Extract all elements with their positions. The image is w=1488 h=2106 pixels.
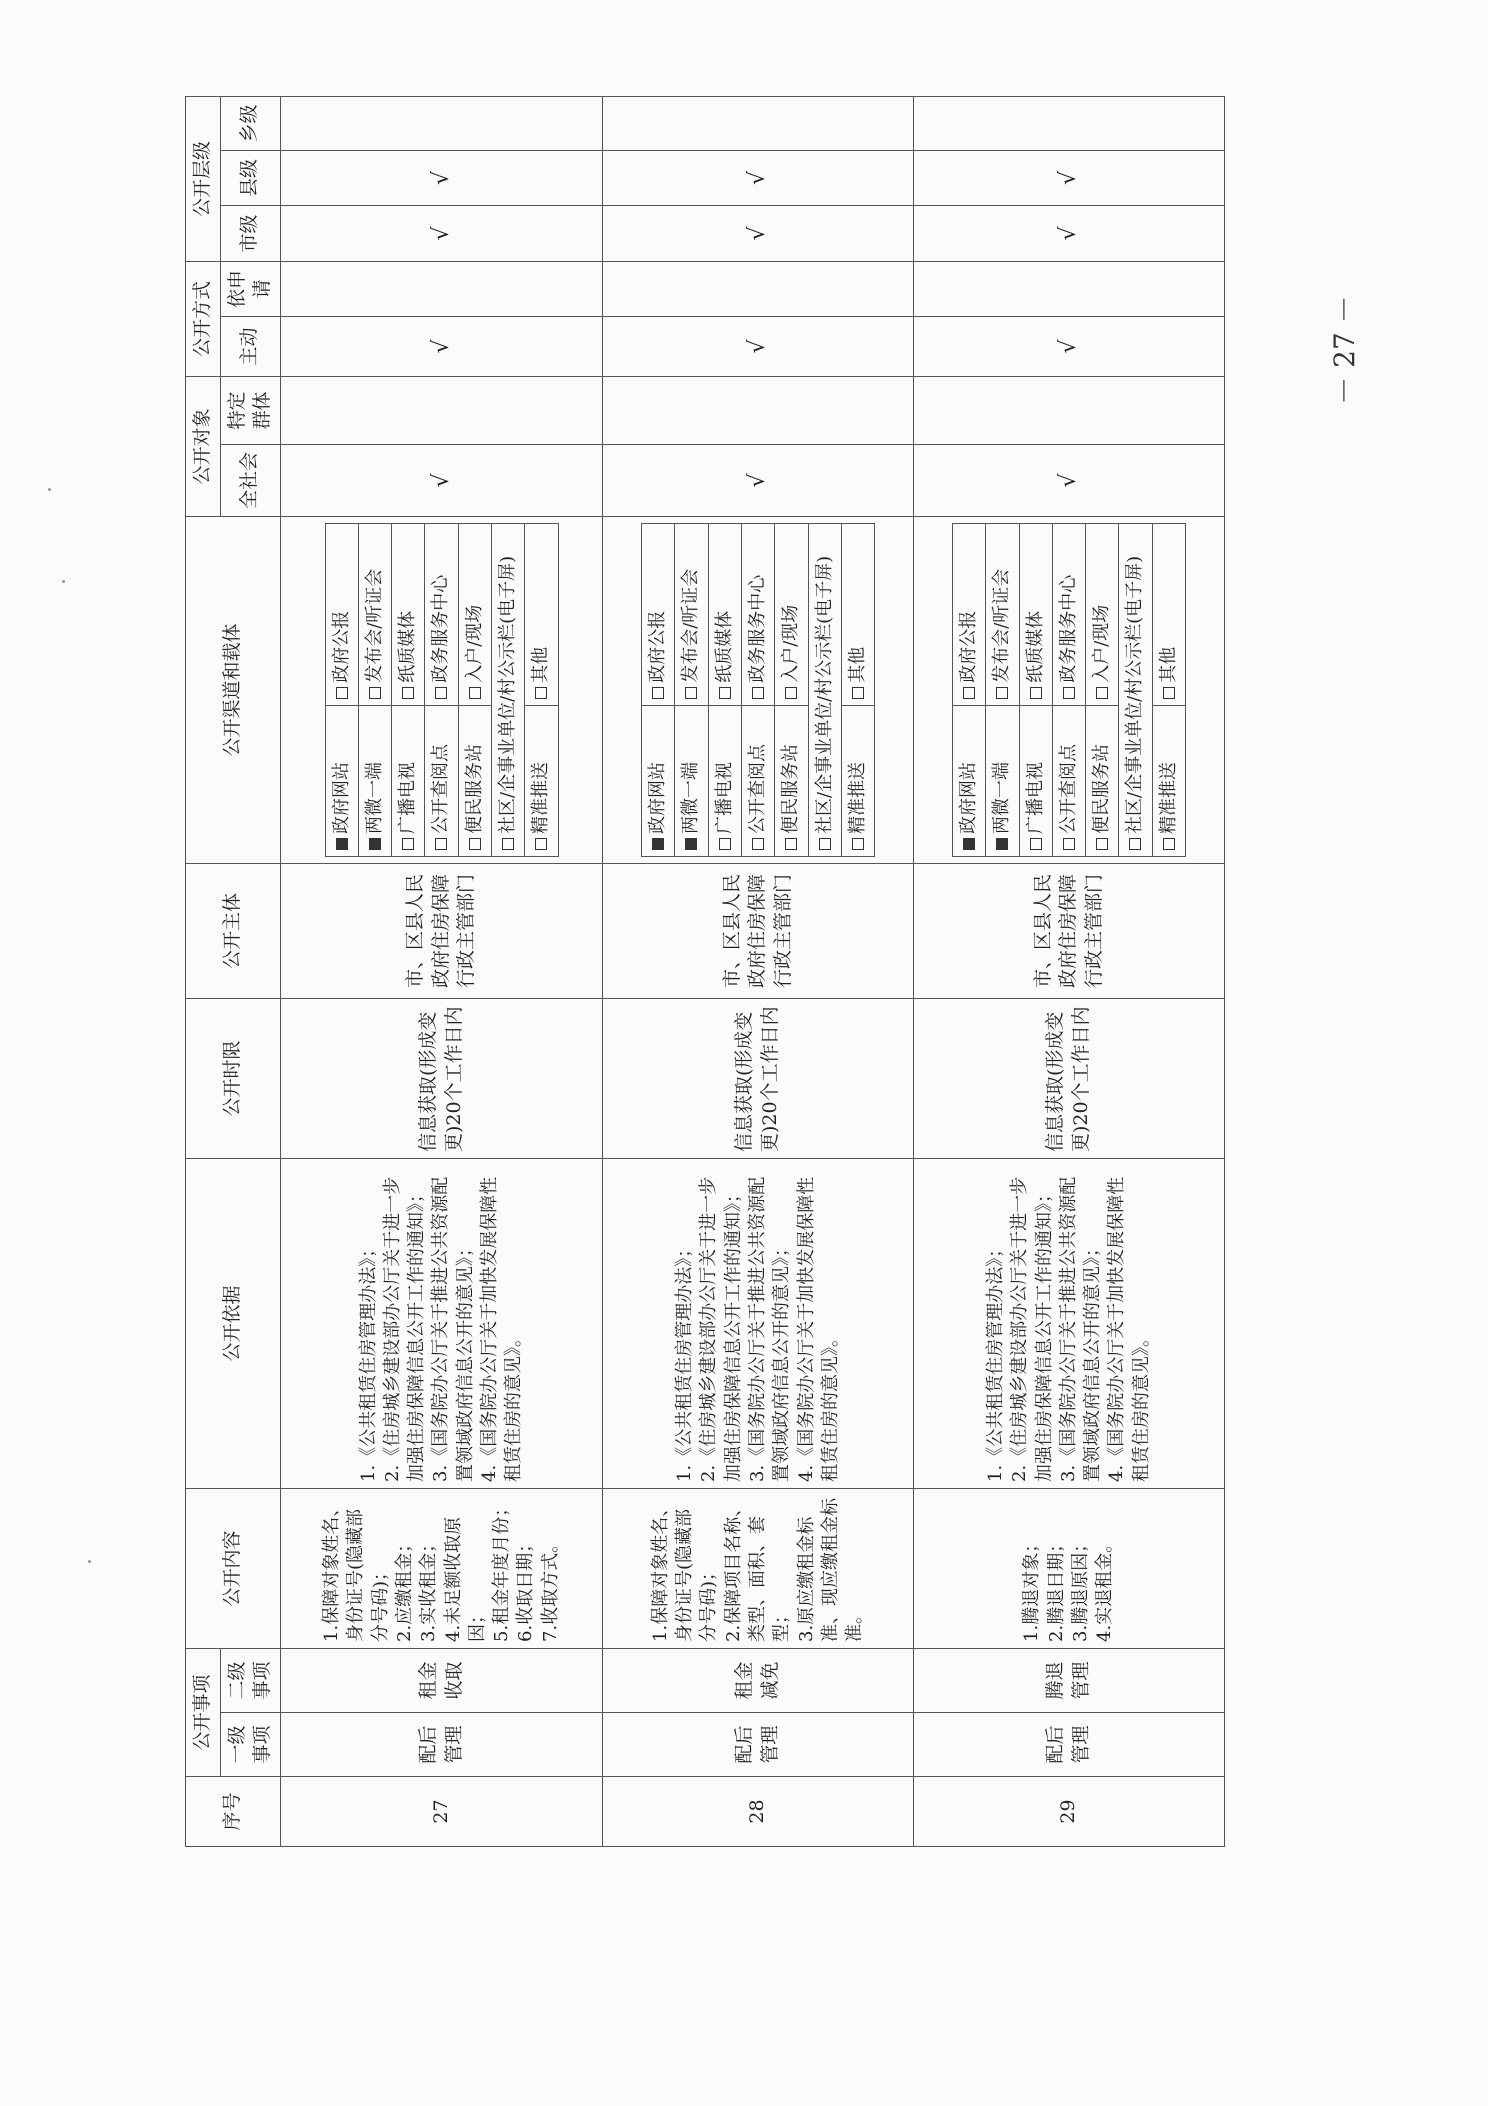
check-mark-city: √ [914, 205, 1225, 261]
content-line: 7.收取方式。 [539, 1534, 561, 1642]
channel-item [425, 705, 458, 856]
channel-item [841, 705, 874, 856]
check-mark-active: √ [603, 316, 914, 376]
checkbox-icon [685, 838, 697, 850]
header-content: 公开内容 [186, 1488, 281, 1648]
channel-label: 纸质媒体 [1024, 610, 1046, 683]
cell-channels [280, 516, 602, 863]
channel-label: 两微一端 [991, 761, 1013, 834]
content-line: 3.原应缴租金标准、现应缴租金标准。 [795, 1497, 866, 1642]
cell-level1: 配后管理 [603, 1713, 914, 1777]
channel-item [1052, 705, 1085, 856]
cell-basis [914, 1158, 1225, 1488]
header-time: 公开时限 [186, 998, 281, 1158]
channel-item [1152, 705, 1185, 856]
channel-item [775, 523, 808, 705]
channel-label: 便民服务站 [780, 743, 802, 834]
basis-line: 2.《住房城乡建设部办公厅关于进一步加强住房保障信息公开工作的通知》； [381, 1176, 428, 1482]
channel-item [525, 705, 558, 856]
channel-label: 广播电视 [397, 761, 419, 834]
channel-item [675, 523, 708, 705]
check-mark-city: √ [280, 205, 602, 261]
checkbox-icon [996, 838, 1008, 850]
channel-row [325, 523, 358, 856]
basis-line: 4.《国务院办公厅关于加快发展保障性租赁住房的意见》。 [1106, 1176, 1152, 1482]
checkbox-icon [402, 838, 414, 850]
channel-label: 其他 [1157, 646, 1179, 683]
cell-subject: 市、区县人民政府住房保障行政主管部门 [280, 863, 602, 998]
channel-row [458, 523, 491, 856]
scan-speck [88, 1560, 91, 1563]
channel-label: 精准推送 [530, 761, 552, 834]
channel-label: 政府公报 [958, 610, 979, 683]
content-line: 1.保障对象姓名、身份证号(隐藏部分号码)； [649, 1498, 720, 1642]
checkbox-icon [535, 838, 547, 850]
checkbox-icon [336, 838, 348, 850]
basis-line: 2.《住房城乡建设部办公厅关于进一步加强住房保障信息公开工作的通知》； [698, 1176, 744, 1482]
channel-row [525, 523, 558, 856]
cell-level1: 配后管理 [914, 1713, 1225, 1777]
checkbox-icon [652, 687, 664, 699]
checkbox-icon [1163, 687, 1175, 699]
channel-label: 政务服务中心 [746, 574, 768, 683]
channel-row [492, 523, 525, 856]
channel-list [325, 523, 559, 857]
table-row [280, 96, 602, 1846]
check-mark-county: √ [914, 150, 1225, 205]
check-mark-group [603, 376, 914, 444]
channel-row [642, 523, 675, 856]
channel-item [708, 705, 741, 856]
channel-item [325, 523, 358, 705]
header-items: 公开事项 [186, 1648, 221, 1776]
content-line: 2.腾退日期； [1045, 1534, 1067, 1642]
checkbox-icon [402, 687, 414, 699]
channel-row [358, 523, 391, 856]
channel-row [741, 523, 774, 856]
channel-row [841, 523, 874, 856]
cell-subject: 市、区县人民政府住房保障行政主管部门 [603, 863, 914, 998]
channel-label: 政府公报 [647, 610, 669, 683]
channel-label: 政府网站 [330, 761, 352, 834]
cell-seq: 28 [603, 1777, 914, 1847]
scan-speck [48, 488, 51, 491]
channel-label: 其他 [530, 646, 552, 683]
channel-label: 纸质媒体 [713, 610, 735, 683]
header-method: 公开方式 [186, 261, 221, 376]
channel-label: 公开查阅点 [430, 743, 452, 834]
channel-label: 公开查阅点 [746, 743, 768, 834]
cell-subject: 市、区县人民政府住房保障行政主管部门 [914, 863, 1225, 998]
checkbox-icon [435, 687, 447, 699]
checkbox-icon [719, 687, 731, 699]
cell-level1: 配后管理 [280, 1713, 602, 1777]
channel-label: 政府公报 [330, 610, 352, 683]
check-mark-all: √ [914, 444, 1225, 516]
channel-row [1119, 523, 1152, 856]
channel-item [642, 705, 675, 856]
channel-item [708, 523, 741, 705]
channel-label: 社区/企事业单位/村公示栏(电子屏) [1124, 555, 1146, 834]
channel-item [1152, 523, 1185, 705]
header-object: 公开对象 [186, 376, 221, 516]
header-row-top [186, 96, 221, 1846]
check-mark-apply [280, 261, 602, 316]
checkbox-icon [652, 838, 664, 850]
channel-item [392, 705, 425, 856]
header-method-active: 主动 [220, 316, 280, 376]
header-level-county: 县级 [220, 150, 280, 205]
cell-time: 信息获取(形成变更)20个工作日内 [280, 998, 602, 1158]
checkbox-icon [719, 838, 731, 850]
content-line: 3.腾退原因； [1070, 1534, 1092, 1642]
checkbox-icon [685, 687, 697, 699]
content-line: 3.实收租金； [418, 1534, 440, 1642]
cell-content [280, 1488, 602, 1648]
channel-item [1086, 705, 1119, 856]
content-line: 2.保障项目名称、类型、面积、套型； [722, 1498, 793, 1642]
scan-speck [62, 580, 65, 583]
channel-label: 两微一端 [363, 761, 385, 834]
basis-line: 3.《国务院办公厅关于推进公共资源配置领域政府信息公开的意见》； [746, 1176, 793, 1482]
channel-item [741, 705, 774, 856]
channel-row [425, 523, 458, 856]
cell-channels [914, 516, 1225, 863]
content-line: 4.未足额收取原因； [442, 1516, 488, 1642]
check-mark-all: √ [603, 444, 914, 516]
checkbox-icon [785, 687, 797, 699]
header-level-town: 乡级 [220, 96, 280, 150]
cell-time: 信息获取(形成变更)20个工作日内 [603, 998, 914, 1158]
checkbox-icon [1030, 687, 1042, 699]
rotated-table-frame [185, 97, 1225, 1847]
content-line: 4.实退租金。 [1094, 1534, 1116, 1642]
channel-label: 政府网站 [958, 761, 979, 834]
channel-item [525, 523, 558, 705]
header-basis: 公开依据 [186, 1158, 281, 1488]
checkbox-icon [535, 687, 547, 699]
channel-row [675, 523, 708, 856]
channel-label: 公开查阅点 [1057, 743, 1079, 834]
channel-label: 政府网站 [647, 761, 669, 834]
table-row [914, 96, 1225, 1846]
checkbox-icon [963, 838, 975, 850]
channel-label: 其他 [846, 646, 868, 683]
check-mark-town [603, 96, 914, 150]
channel-item [986, 523, 1019, 705]
channel-item [1019, 523, 1052, 705]
channel-label: 精准推送 [846, 761, 868, 834]
channel-item [675, 705, 708, 856]
checkbox-icon [996, 687, 1008, 699]
basis-line: 3.《国务院办公厅关于推进公共资源配置领域政府信息公开的意见》； [430, 1176, 476, 1482]
checkbox-icon [1030, 838, 1042, 850]
channel-row [1052, 523, 1085, 856]
channel-row [986, 523, 1019, 856]
header-level: 公开层级 [186, 96, 221, 261]
checkbox-icon [435, 838, 447, 850]
table-body [280, 96, 1224, 1846]
checkbox-icon [963, 687, 975, 699]
cell-level2: 租金减免 [603, 1648, 914, 1712]
channel-label: 政务服务中心 [430, 574, 452, 683]
disclosure-table [185, 96, 1225, 1847]
check-mark-town [914, 96, 1225, 150]
content-line: 1.腾退对象； [1021, 1534, 1043, 1642]
cell-time: 信息获取(形成变更)20个工作日内 [914, 998, 1225, 1158]
checkbox-icon [752, 838, 764, 850]
channel-row [1019, 523, 1052, 856]
page-number: － 27 － [1328, 295, 1361, 405]
cell-level2: 腾退管理 [914, 1648, 1225, 1712]
channel-item [1019, 705, 1052, 856]
table-row [603, 96, 914, 1846]
channel-label: 政务服务中心 [1057, 574, 1079, 683]
check-mark-county: √ [280, 150, 602, 205]
channel-label: 纸质媒体 [397, 610, 419, 683]
channel-item [775, 705, 808, 856]
channel-label: 社区/企事业单位/村公示栏(电子屏) [813, 555, 835, 834]
channel-label: 入户/现场 [463, 604, 485, 683]
channel-label: 精准推送 [1157, 761, 1179, 834]
checkbox-icon [852, 838, 864, 850]
basis-line: 2.《住房城乡建设部办公厅关于进一步加强住房保障信息公开工作的通知》； [1009, 1176, 1055, 1482]
cell-channels [603, 516, 914, 863]
channel-item [1119, 523, 1152, 856]
channel-item [392, 523, 425, 705]
channel-list [641, 523, 875, 857]
channel-item [642, 523, 675, 705]
checkbox-icon [469, 687, 481, 699]
channel-item [458, 523, 491, 705]
check-mark-city: √ [603, 205, 914, 261]
checkbox-icon [1163, 838, 1175, 850]
channel-label: 社区/企事业单位/村公示栏(电子屏) [497, 555, 518, 834]
channel-item [953, 705, 986, 856]
header-level-city: 市级 [220, 205, 280, 261]
channel-item [325, 705, 358, 856]
basis-line: 4.《国务院办公厅关于加快发展保障性租赁住房的意见》。 [795, 1176, 841, 1482]
cell-seq: 29 [914, 1777, 1225, 1847]
channel-row [392, 523, 425, 856]
channel-label: 两微一端 [680, 761, 702, 834]
checkbox-icon [469, 838, 481, 850]
check-mark-active: √ [914, 316, 1225, 376]
checkbox-icon [752, 687, 764, 699]
content-line: 2.应缴租金； [393, 1534, 415, 1642]
checkbox-icon [1063, 687, 1075, 699]
channel-row [775, 523, 808, 856]
channel-label: 便民服务站 [463, 743, 485, 834]
checkbox-icon [819, 838, 831, 850]
cell-content [914, 1488, 1225, 1648]
check-mark-apply [914, 261, 1225, 316]
checkbox-icon [852, 687, 864, 699]
channel-item [1052, 523, 1085, 705]
channel-label: 入户/现场 [1091, 604, 1113, 683]
header-method-apply: 依申请 [220, 261, 280, 316]
checkbox-icon [336, 687, 348, 699]
header-channels: 公开渠道和载体 [186, 516, 281, 863]
header-level1: 一级事项 [220, 1713, 280, 1777]
header-subject: 公开主体 [186, 863, 281, 998]
channel-item [986, 705, 1019, 856]
channel-list [952, 523, 1186, 857]
channel-label: 广播电视 [713, 761, 735, 834]
channel-label: 发布会/听证会 [680, 568, 702, 683]
cell-basis [603, 1158, 914, 1488]
check-mark-apply [603, 261, 914, 316]
channel-item [741, 523, 774, 705]
checkbox-icon [1063, 838, 1075, 850]
channel-label: 广播电视 [1024, 761, 1046, 834]
header-seq: 序号 [186, 1777, 281, 1847]
channel-item [841, 523, 874, 705]
checkbox-icon [1096, 838, 1108, 850]
channel-item [953, 523, 986, 705]
check-mark-all: √ [280, 444, 602, 516]
basis-line: 1.《公共租赁住房管理办法》； [985, 1239, 1006, 1482]
basis-line: 3.《国务院办公厅关于推进公共资源配置领域政府信息公开的意见》； [1057, 1176, 1104, 1482]
check-mark-group [914, 376, 1225, 444]
checkbox-icon [502, 838, 514, 850]
cell-seq: 27 [280, 1777, 602, 1847]
channel-row [808, 523, 841, 856]
basis-line: 4.《国务院办公厅关于加快发展保障性租赁住房的意见》。 [479, 1176, 525, 1482]
cell-level2: 租金收取 [280, 1648, 602, 1712]
header-level2: 二级事项 [220, 1648, 280, 1712]
channel-item [458, 705, 491, 856]
check-mark-county: √ [603, 150, 914, 205]
check-mark-active: √ [280, 316, 602, 376]
checkbox-icon [369, 687, 381, 699]
channel-label: 便民服务站 [1091, 743, 1113, 834]
check-mark-town [280, 96, 602, 150]
channel-label: 发布会/听证会 [363, 568, 385, 683]
header-object-group: 特定群体 [220, 376, 280, 444]
basis-line: 1.《公共租赁住房管理办法》； [357, 1239, 379, 1482]
checkbox-icon [1096, 687, 1108, 699]
content-line: 1.保障对象姓名、身份证号(隐藏部分号码)； [321, 1498, 391, 1642]
channel-row [708, 523, 741, 856]
checkbox-icon [1129, 838, 1141, 850]
channel-item [1086, 523, 1119, 705]
channel-item [492, 523, 525, 856]
channel-label: 发布会/听证会 [991, 568, 1013, 683]
basis-line: 1.《公共租赁住房管理办法》； [674, 1239, 696, 1482]
cell-basis [280, 1158, 602, 1488]
channel-row [1152, 523, 1185, 856]
check-mark-group [280, 376, 602, 444]
channel-row [953, 523, 986, 856]
checkbox-icon [785, 838, 797, 850]
channel-item [808, 523, 841, 856]
channel-item [358, 523, 391, 705]
header-object-all: 全社会 [220, 444, 280, 516]
content-line: 5.租金年度月份； [491, 1498, 513, 1642]
content-line: 6.收取日期； [515, 1534, 537, 1642]
channel-row [1086, 523, 1119, 856]
cell-content [603, 1488, 914, 1648]
channel-item [425, 523, 458, 705]
channel-item [358, 705, 391, 856]
checkbox-icon [369, 838, 381, 850]
channel-label: 入户/现场 [780, 604, 802, 683]
